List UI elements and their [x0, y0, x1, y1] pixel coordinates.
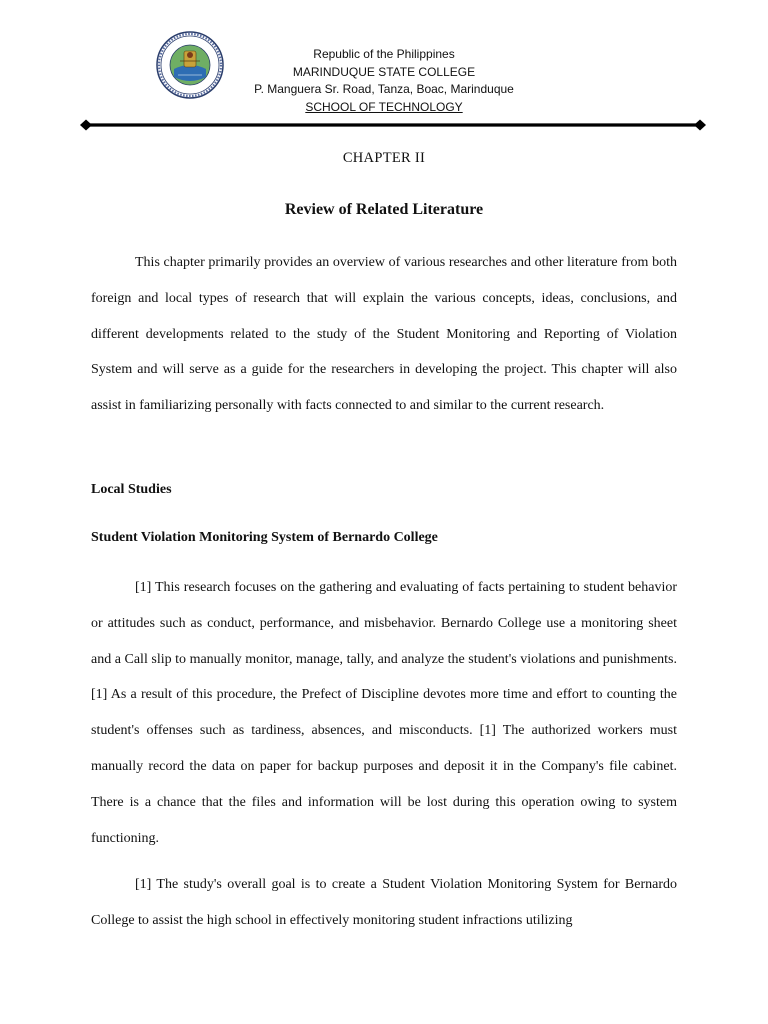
college-seal-icon: [156, 31, 224, 99]
study-paragraph: [1] This research focuses on the gathering and evaluating of facts pertaining to student behavior or attitudes such as conduct, performance, and misbehavior. Bernardo College use a monitoring sheet and a Call slip to manually monitor, manage, tally, and analyze the student's violations and punishments. [1] As a result of this procedure, the Prefect of Discipline devotes more time and effort to counting the student's offenses such as tardiness, absences, and misconducts. [1] The authorized workers must manually record the data on paper for backup purposes and deposit it in the Company's file cabinet. There is a chance that the files and information will be lost during this operation owing to system functioning.: [91, 580, 677, 846]
intro-paragraph: This chapter primarily provides an overview of various researches and other literature from both foreign and local types of research that will explain the various concepts, ideas, conclusions, and different developments related to the study of the Student Monitoring and Reporting of Violation System and will serve as a guide for the researchers in developing the project. This chapter will also assist in familiarizing personally with facts connected to and similar to the current research.: [91, 255, 677, 414]
school-unit: SCHOOL OF TECHNOLOGY: [305, 99, 463, 114]
institution-name: MARINDUQUE STATE COLLEGE: [292, 64, 476, 79]
study-heading: Student Violation Monitoring System of Bernardo College: [91, 530, 438, 545]
letterhead: [230, 46, 538, 116]
study-paragraph: [1] The study's overall goal is to create a Student Violation Monitoring System for Bernardo College to assist the high school in effectively monitoring student infractions utilizing: [91, 877, 677, 928]
institution-address: P. Manguera Sr. Road, Tanza, Boac, Marinduque: [254, 82, 514, 96]
chapter-heading: CHAPTER II: [342, 150, 426, 166]
header-divider: [80, 119, 706, 131]
country-line: Republic of the Philippines: [313, 47, 455, 61]
local-studies-heading: Local Studies: [91, 482, 172, 497]
section-title: Review of Related Literature: [284, 201, 484, 218]
